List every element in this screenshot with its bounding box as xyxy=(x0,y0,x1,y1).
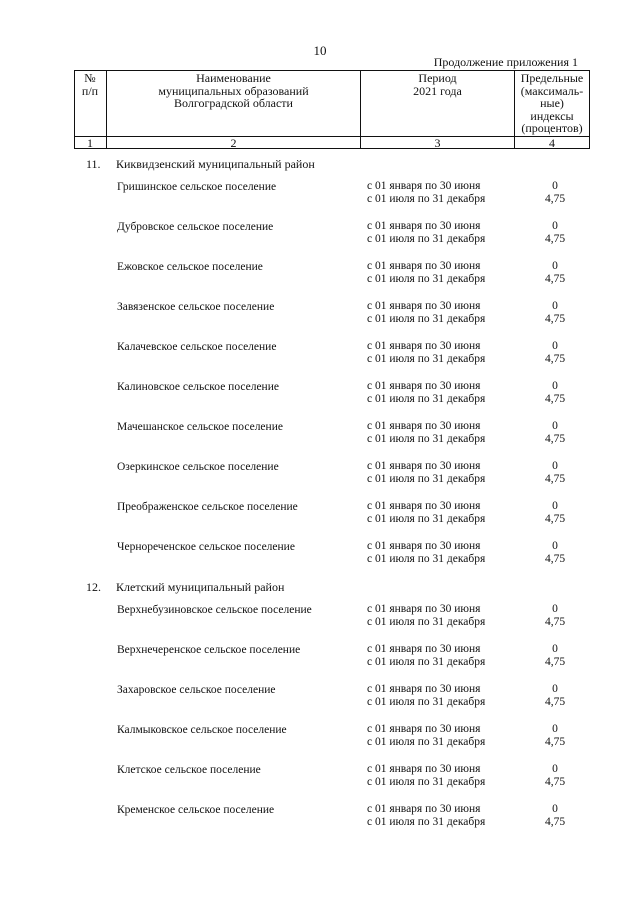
settlement-name: Мачешанское сельское поселение xyxy=(117,421,283,433)
period-first-half: с 01 января по 30 июня xyxy=(367,643,481,655)
settlement-name: Верхнебузиновское сельское поселение xyxy=(117,604,312,616)
period-second-half: с 01 июля по 31 декабря xyxy=(367,513,486,525)
continuation-label: Продолжение приложения 1 xyxy=(433,55,578,69)
period-first-half: с 01 января по 30 июня xyxy=(367,683,481,695)
period-first-half: с 01 января по 30 июня xyxy=(367,260,481,272)
index-first-half: 0 xyxy=(552,300,558,312)
period-first-half: с 01 января по 30 июня xyxy=(367,460,481,472)
settlement-name: Чернореченское сельское поселение xyxy=(117,541,295,553)
period-first-half: с 01 января по 30 июня xyxy=(367,220,481,232)
index-second-half: 4,75 xyxy=(544,233,566,245)
index-first-half: 0 xyxy=(552,220,558,232)
header-num-4: 4 xyxy=(549,136,555,150)
settlement-name: Калиновское сельское поселение xyxy=(117,381,279,393)
index-first-half: 0 xyxy=(552,180,558,192)
period-second-half: с 01 июля по 31 декабря xyxy=(367,193,486,205)
index-first-half: 0 xyxy=(552,460,558,472)
period-second-half: с 01 июля по 31 декабря xyxy=(367,233,486,245)
header-col-period: Период 2021 года xyxy=(413,71,462,98)
period-second-half: с 01 июля по 31 декабря xyxy=(367,473,486,485)
index-first-half: 0 xyxy=(552,803,558,815)
index-second-half: 4,75 xyxy=(544,313,566,325)
header-border-right xyxy=(589,70,590,149)
settlement-name: Захаровское сельское поселение xyxy=(117,684,276,696)
header-num-3: 3 xyxy=(434,136,441,150)
header-num-2: 2 xyxy=(230,136,237,150)
header-col-index: Предельные (максималь- ные) индексы (процентов) xyxy=(520,71,584,135)
index-second-half: 4,75 xyxy=(544,273,566,285)
settlement-name: Клетское сельское поселение xyxy=(117,764,261,776)
index-second-half: 4,75 xyxy=(544,656,566,668)
index-first-half: 0 xyxy=(552,340,558,352)
settlement-name: Завязенское сельское поселение xyxy=(117,301,275,313)
index-second-half: 4,75 xyxy=(544,776,566,788)
table-header xyxy=(74,70,590,148)
index-first-half: 0 xyxy=(552,260,558,272)
index-second-half: 4,75 xyxy=(544,433,566,445)
period-second-half: с 01 июля по 31 декабря xyxy=(367,553,486,565)
period-first-half: с 01 января по 30 июня xyxy=(367,300,481,312)
settlement-name: Преображенское сельское поселение xyxy=(117,501,298,513)
period-second-half: с 01 июля по 31 декабря xyxy=(367,656,486,668)
settlement-name: Дубровское сельское поселение xyxy=(117,221,274,233)
index-second-half: 4,75 xyxy=(544,193,566,205)
index-second-half: 4,75 xyxy=(544,736,566,748)
index-second-half: 4,75 xyxy=(544,393,566,405)
settlement-name: Верхнечеренское сельское поселение xyxy=(117,644,301,656)
index-first-half: 0 xyxy=(552,643,558,655)
settlement-name: Озеркинское сельское поселение xyxy=(117,461,279,473)
period-first-half: с 01 января по 30 июня xyxy=(367,380,481,392)
period-second-half: с 01 июля по 31 декабря xyxy=(367,313,486,325)
group-name: Киквидзенский муниципальный район xyxy=(116,157,315,171)
period-first-half: с 01 января по 30 июня xyxy=(367,420,481,432)
index-first-half: 0 xyxy=(552,540,558,552)
index-second-half: 4,75 xyxy=(544,513,566,525)
period-second-half: с 01 июля по 31 декабря xyxy=(367,393,486,405)
period-first-half: с 01 января по 30 июня xyxy=(367,500,481,512)
period-second-half: с 01 июля по 31 декабря xyxy=(367,353,486,365)
period-first-half: с 01 января по 30 июня xyxy=(367,540,481,552)
group-number: 12. xyxy=(86,580,101,594)
index-second-half: 4,75 xyxy=(544,616,566,628)
period-first-half: с 01 января по 30 июня xyxy=(367,723,481,735)
period-first-half: с 01 января по 30 июня xyxy=(367,340,481,352)
period-second-half: с 01 июля по 31 декабря xyxy=(367,736,486,748)
period-first-half: с 01 января по 30 июня xyxy=(367,763,481,775)
settlement-name: Гришинское сельское поселение xyxy=(117,181,277,193)
index-first-half: 0 xyxy=(552,723,558,735)
settlement-name: Калачевское сельское поселение xyxy=(117,341,277,353)
index-first-half: 0 xyxy=(552,683,558,695)
period-second-half: с 01 июля по 31 декабря xyxy=(367,273,486,285)
header-top-rule xyxy=(74,70,590,71)
index-second-half: 4,75 xyxy=(544,473,566,485)
period-second-half: с 01 июля по 31 декабря xyxy=(367,696,486,708)
group-name: Клетский муниципальный район xyxy=(116,580,285,594)
period-second-half: с 01 июля по 31 декабря xyxy=(367,433,486,445)
period-second-half: с 01 июля по 31 декабря xyxy=(367,816,486,828)
group-number: 11. xyxy=(86,157,101,171)
index-first-half: 0 xyxy=(552,500,558,512)
header-num-1: 1 xyxy=(87,136,93,150)
settlement-name: Ежовское сельское поселение xyxy=(117,261,263,273)
page-number: 10 xyxy=(313,43,327,58)
period-second-half: с 01 июля по 31 декабря xyxy=(367,616,486,628)
index-second-half: 4,75 xyxy=(544,696,566,708)
index-second-half: 4,75 xyxy=(544,353,566,365)
index-first-half: 0 xyxy=(552,420,558,432)
index-second-half: 4,75 xyxy=(544,816,566,828)
settlement-name: Калмыковское сельское поселение xyxy=(117,724,287,736)
header-col-number: № п/п xyxy=(81,71,99,98)
index-first-half: 0 xyxy=(552,380,558,392)
header-col-name: Наименование муниципальных образований Волгоградской области xyxy=(158,71,309,110)
index-second-half: 4,75 xyxy=(544,553,566,565)
period-first-half: с 01 января по 30 июня xyxy=(367,180,481,192)
period-first-half: с 01 января по 30 июня xyxy=(367,603,481,615)
settlement-name: Кременское сельское поселение xyxy=(117,804,275,816)
index-first-half: 0 xyxy=(552,763,558,775)
period-second-half: с 01 июля по 31 декабря xyxy=(367,776,486,788)
index-first-half: 0 xyxy=(552,603,558,615)
period-first-half: с 01 января по 30 июня xyxy=(367,803,481,815)
